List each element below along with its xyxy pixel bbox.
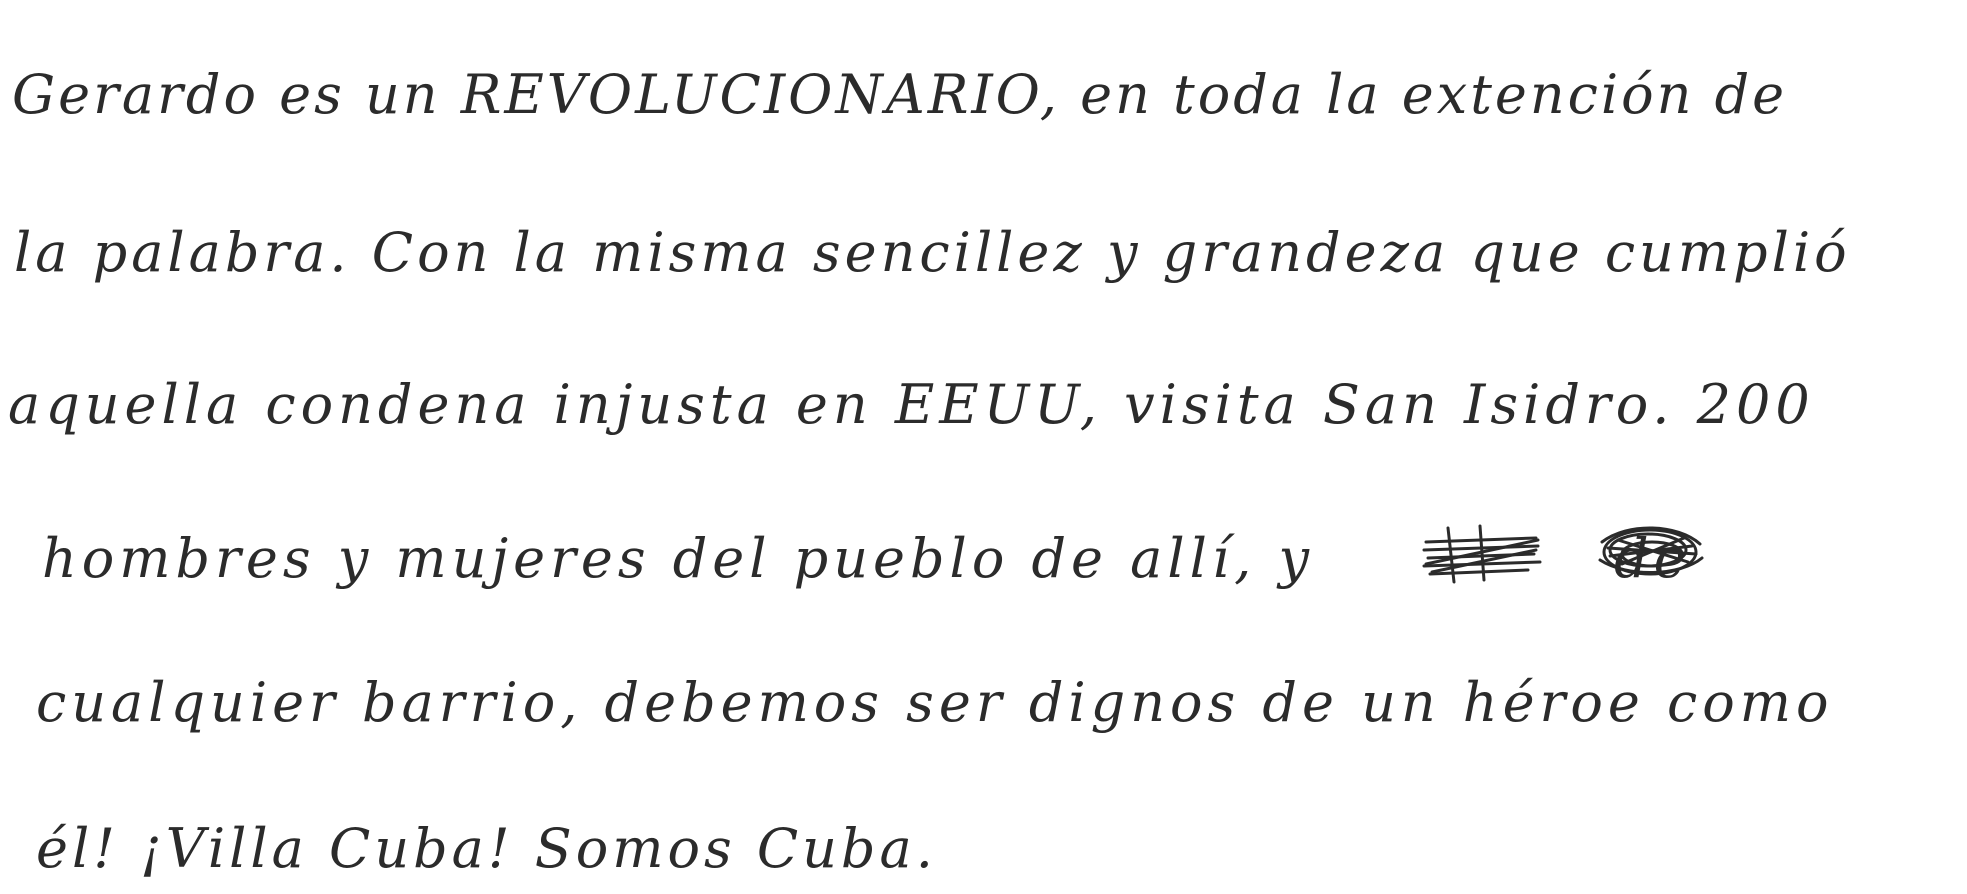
text-line-1: Gerardo es un REVOLUCIONARIO, en toda la extención de [12,63,1788,126]
crossed-out-word-1 [1418,520,1548,590]
text-line-4-main: hombres y mujeres del pueblo de allí, y [42,527,1315,590]
text-line-6: él! ¡Villa Cuba! Somos Cuba. [36,817,937,880]
crossed-out-word-2 [1588,512,1718,592]
text-line-5: cualquier barrio, debemos ser dignos de un héroe como [36,671,1834,734]
text-line-2: la palabra. Con la misma sencillez y grandeza que cumplió [14,221,1851,284]
text-line-4-tail: de [1614,527,1691,590]
text-line-3: aquella condena injusta en EEUU, visita San Isidro. 200 [8,373,1815,436]
